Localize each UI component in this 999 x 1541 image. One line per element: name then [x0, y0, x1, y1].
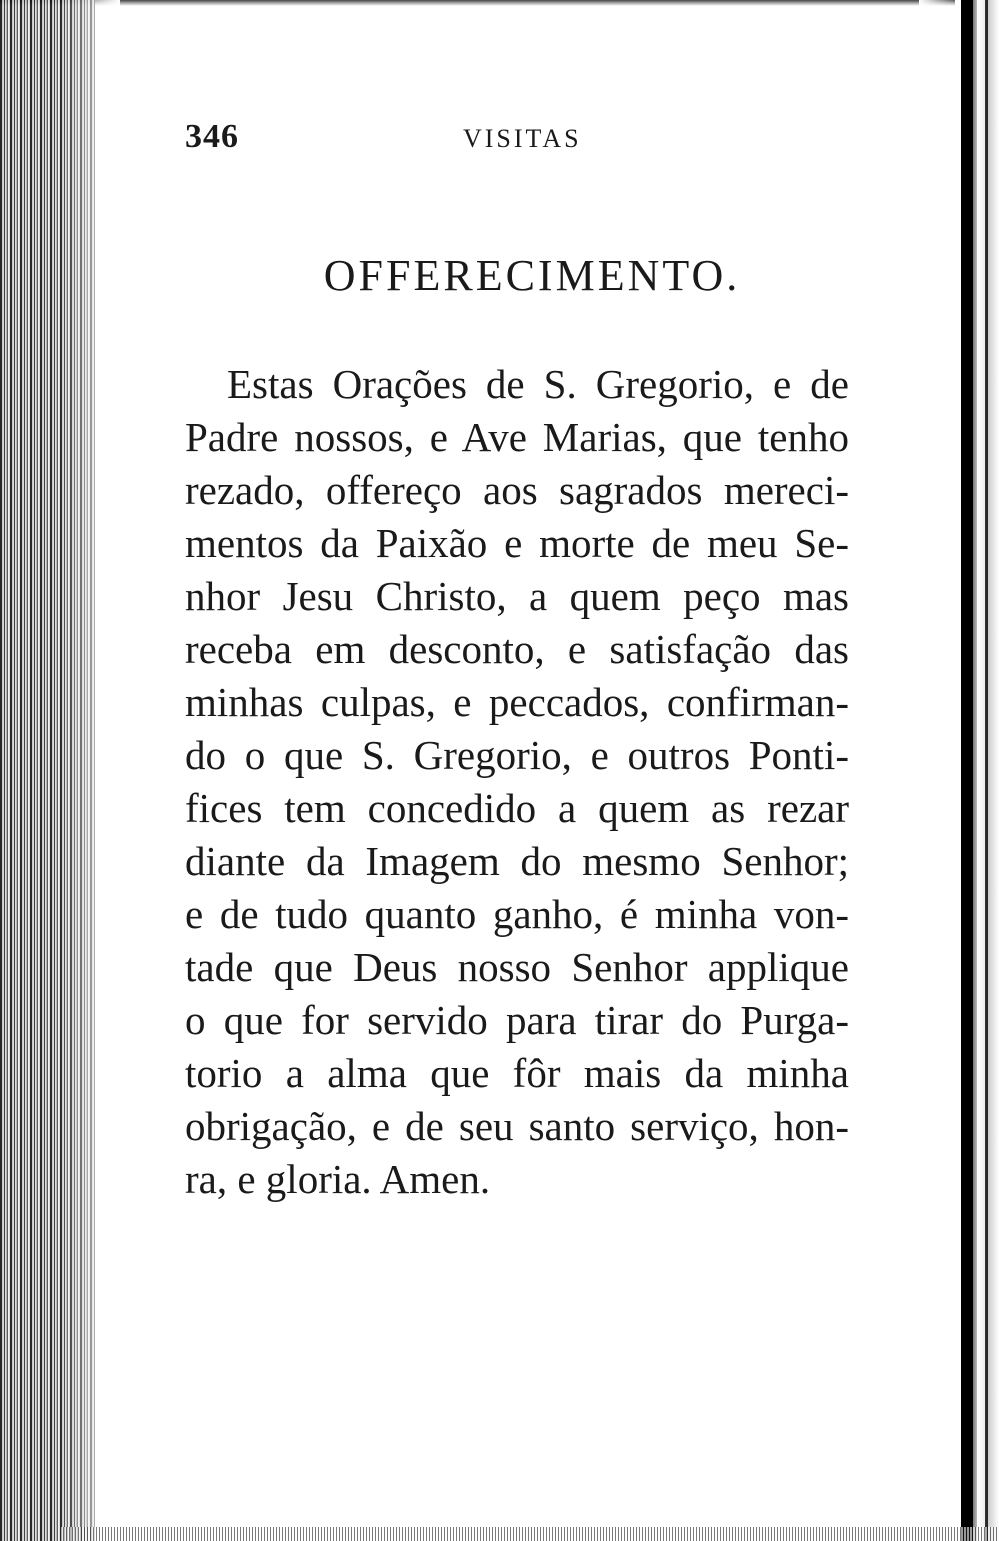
scan-bottom-edge — [60, 1527, 999, 1541]
body-line: do o que S. Gregorio, e outros Ponti- — [185, 732, 849, 778]
body-line: Padre nossos, e Ave Marias, que tenho — [185, 414, 849, 460]
page-number: 346 — [185, 118, 239, 155]
body-paragraph — [185, 358, 849, 1206]
body-line: torio a alma que fôr mais da minha — [185, 1050, 849, 1096]
page-header — [185, 118, 585, 158]
scan-left-fade — [60, 0, 120, 1541]
body-line: tade que Deus nosso Senhor applique — [185, 944, 849, 990]
scan-right-fade — [919, 0, 959, 1541]
body-line: rezado, offereço aos sagrados mereci- — [185, 467, 849, 513]
body-line: e de tudo quanto ganho, é minha von- — [185, 891, 849, 937]
body-line: minhas culpas, e peccados, confirman- — [185, 679, 849, 725]
body-line: mentos da Paixão e morte de meu Se- — [185, 520, 849, 566]
scan-right-page-edge — [955, 0, 999, 1541]
section-title: OFFERECIMENTO. — [323, 251, 741, 300]
running-head: VISITAS — [463, 124, 582, 153]
body-line: receba em desconto, e satisfação das — [185, 626, 849, 672]
body-line: o que for servido para tirar do Purga- — [185, 997, 849, 1043]
scan-top-edge — [0, 0, 999, 6]
body-line: fices tem concedido a quem as rezar — [185, 785, 849, 831]
body-line: nhor Jesu Christo, a quem peço mas — [185, 573, 849, 619]
body-line: diante da Imagem do mesmo Senhor; — [185, 838, 849, 884]
body-line: obrigação, e de seu santo serviço, hon- — [185, 1103, 849, 1149]
body-line: Estas Orações de S. Gregorio, e de — [227, 361, 849, 407]
body-line: ra, e gloria. Amen. — [185, 1156, 491, 1202]
